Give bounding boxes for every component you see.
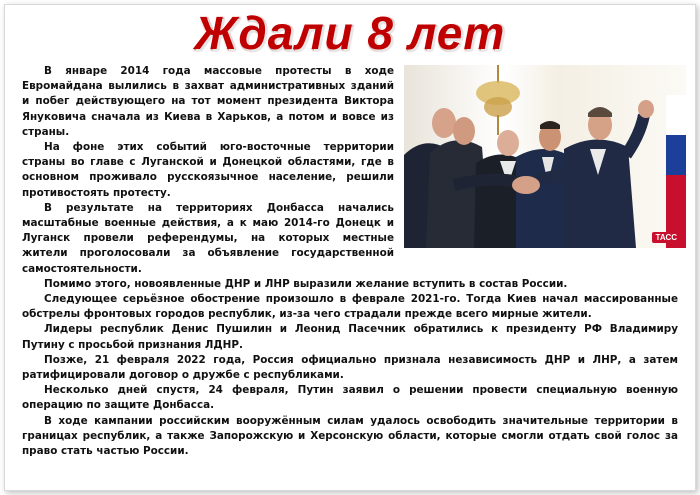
paragraph: Лидеры республик Денис Пушилин и Леонид Пасечник обратились к президенту РФ Владимиру Путину с просьбой признания ЛДНР. bbox=[22, 323, 678, 351]
paragraph: В результате на территориях Донбасса начались масштабные военные действия, а к маю 2014-го Донецк и Луганск провели референдумы, на которых местные жители проголосовали за объявление государственной самостоятельности. bbox=[22, 201, 394, 275]
paragraph: В ходе кампании российским вооружённым силам удалось освободить значительные территории в границах республик, а также Запорожскую и Херсонскую области, которые смогли отдать свой голос за право стать частью России. bbox=[22, 414, 678, 458]
paragraph: Позже, 21 февраля 2022 года, Россия официально признала независимость ДНР и ЛНР, а затем ратифицировали договор о дружбе с республиками. bbox=[22, 353, 678, 382]
paragraph: Следующее серьёзное обострение произошло в феврале 2021-го. Тогда Киев начал массированные обстрелы фронтовых городов республик, из-за чего страдали прежде всего мирные жители. bbox=[22, 293, 678, 321]
paragraph: На фоне этих событий юго-восточные территории страны во главе с Луганской и Донецкой областями, где в основном проживало русскоязычное население, решили противостоять протесту. bbox=[22, 141, 394, 199]
paragraph: В январе 2014 года массовые протесты в ходе Евромайдана вылились в захват административных зданий и побег действующего на тот момент президента Виктора Януковича сначала из Киева в Харьков, а потом и вовсе из страны. bbox=[22, 65, 394, 138]
paragraph: Несколько дней спустя, 24 февраля, Путин заявил о решении провести специальную военную операцию по защите Донбасса. bbox=[22, 384, 678, 412]
text-beside-photo bbox=[22, 64, 394, 277]
tass-watermark: ТАСС bbox=[652, 232, 680, 243]
paragraph: Помимо этого, новоявленные ДНР и ЛНР выразили желание вступить в состав России. bbox=[44, 277, 568, 290]
article-body bbox=[22, 64, 678, 459]
poster-title: Ждали 8 лет bbox=[194, 7, 506, 59]
text-full-width bbox=[22, 277, 678, 459]
